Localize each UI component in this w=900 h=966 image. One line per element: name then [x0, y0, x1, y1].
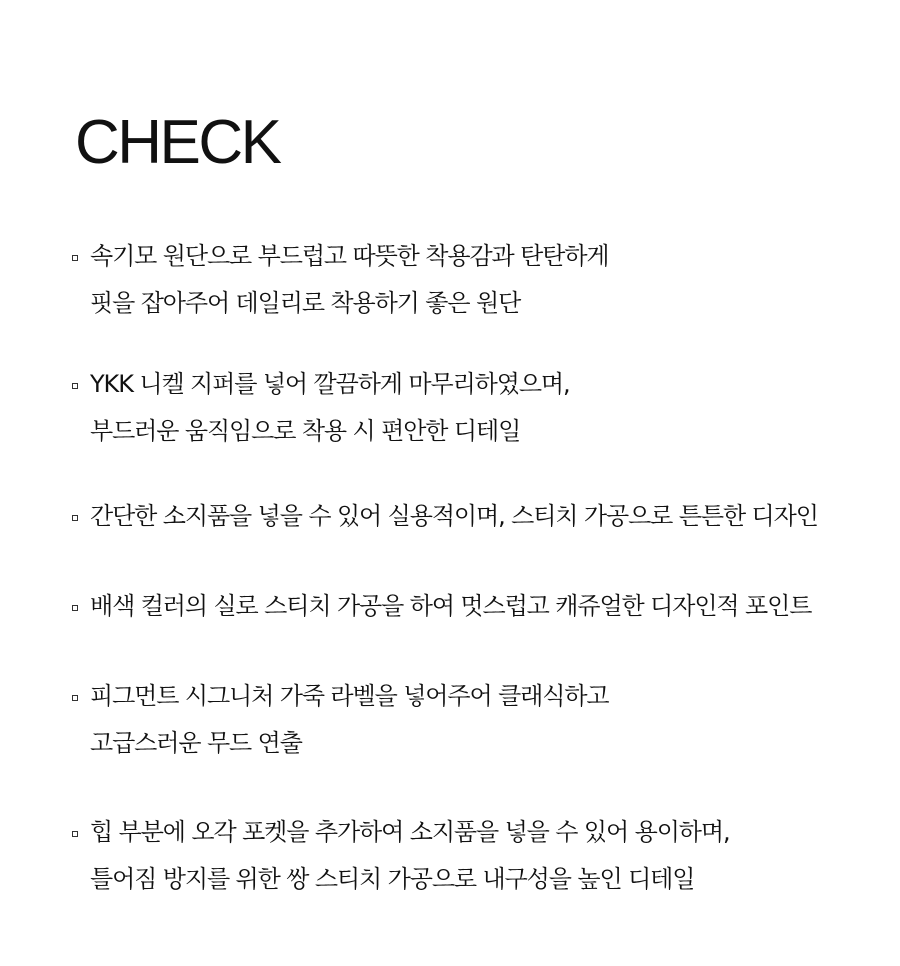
check-item-line: 핏을 잡아주어 데일리로 착용하기 좋은 원단: [90, 289, 521, 317]
square-bullet-icon: [72, 255, 78, 261]
square-bullet-icon: [72, 515, 78, 521]
square-bullet-icon: [72, 695, 78, 701]
check-item-line: 고급스러운 무드 연출: [90, 729, 302, 757]
check-item-line: 간단한 소지품을 넣을 수 있어 실용적이며, 스티치 가공으로 튼튼한 디자인: [90, 502, 818, 530]
square-bullet-icon: [72, 383, 78, 389]
square-bullet-icon: [72, 605, 78, 611]
check-item-line: 틀어짐 방지를 위한 쌍 스티치 가공으로 내구성을 높인 디테일: [90, 865, 695, 893]
page-title: CHECK: [75, 108, 280, 177]
check-item-line: 힙 부분에 오각 포켓을 추가하여 소지품을 넣을 수 있어 용이하며,: [90, 818, 730, 846]
check-item-line: YKK 니켈 지퍼를 넣어 깔끔하게 마무리하였으며,: [90, 370, 570, 398]
check-item-line: 피그먼트 시그니처 가죽 라벨을 넣어주어 클래식하고: [90, 682, 609, 710]
check-item-line: 속기모 원단으로 부드럽고 따뜻한 착용감과 탄탄하게: [90, 242, 609, 270]
check-item-line: 부드러운 움직임으로 착용 시 편안한 디테일: [90, 417, 521, 445]
check-item-line: 배색 컬러의 실로 스티치 가공을 하여 멋스럽고 캐쥬얼한 디자인적 포인트: [90, 592, 812, 620]
square-bullet-icon: [72, 831, 78, 837]
